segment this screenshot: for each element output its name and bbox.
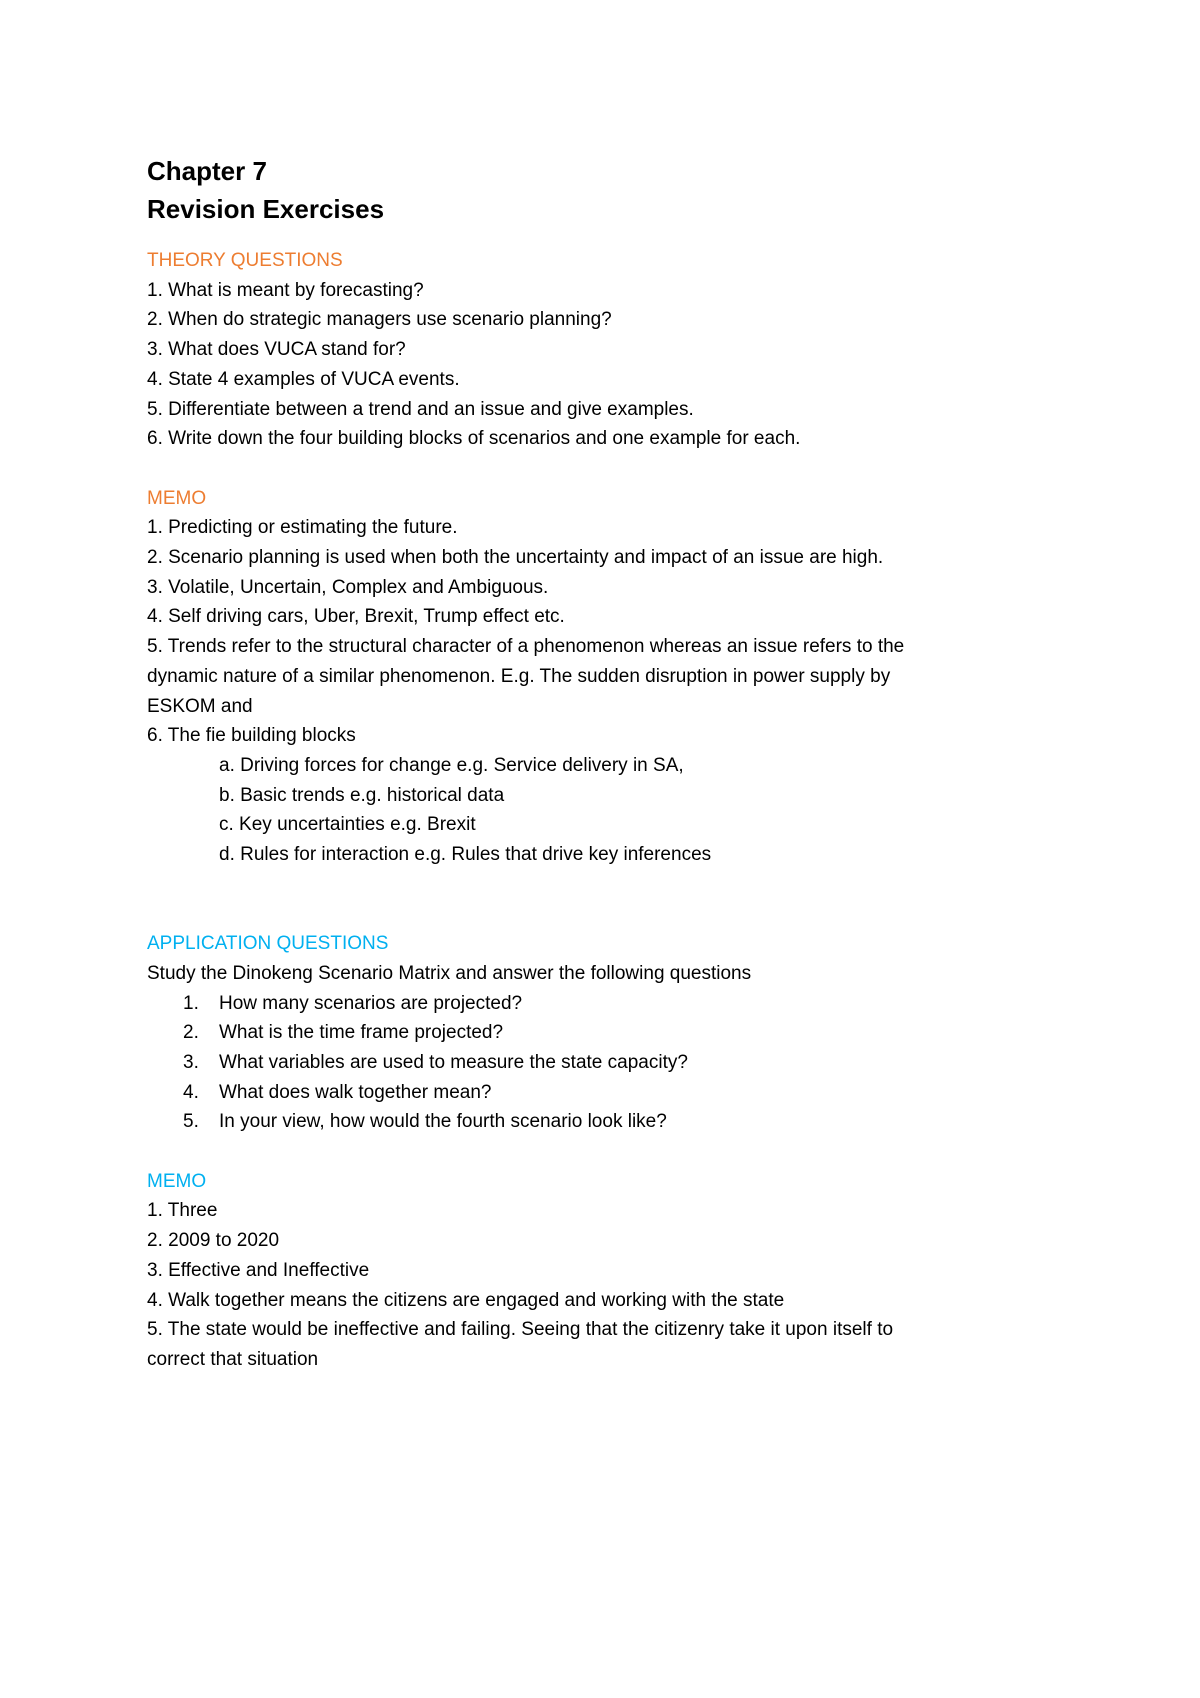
theory-memo-answer: 3. Volatile, Uncertain, Complex and Ambiguous. [147, 576, 549, 598]
theory-question: 6. Write down the four building blocks of scenarios and one example for each. [147, 428, 801, 450]
question-number: 5. [183, 1111, 199, 1133]
building-block-item: a. Driving forces for change e.g. Service delivery in SA, [219, 754, 684, 776]
spacer [147, 1137, 1067, 1167]
building-block-item: d. Rules for interaction e.g. Rules that drive key inferences [219, 844, 712, 866]
question-number: 1. [183, 992, 199, 1014]
theory-memo-answer-5-line: dynamic nature of a similar phenomenon. E.g. The sudden disruption in power supply by [147, 665, 891, 687]
spacer [147, 454, 1067, 484]
theory-memo-answer: 4. Self driving cars, Uber, Brexit, Trump effect etc. [147, 606, 565, 628]
application-question [147, 989, 1067, 1019]
application-question [147, 1078, 1067, 1108]
application-memo-answer: 4. Walk together means the citizens are engaged and working with the state [147, 1289, 785, 1311]
application-memo-answer: 3. Effective and Ineffective [147, 1259, 370, 1281]
question-text: How many scenarios are projected? [219, 992, 523, 1014]
theory-question: 1. What is meant by forecasting? [147, 279, 424, 301]
theory-question: 3. What does VUCA stand for? [147, 339, 406, 361]
application-memo-answer-5-line: 5. The state would be ineffective and failing. Seeing that the citizenry take it upon itself to [147, 1319, 894, 1341]
question-text: What is the time frame projected? [219, 1022, 504, 1044]
application-question [147, 1107, 1067, 1137]
theory-question: 4. State 4 examples of VUCA events. [147, 368, 460, 390]
question-text: What does walk together mean? [219, 1081, 492, 1103]
document-content [147, 152, 1067, 1375]
theory-questions-heading: THEORY QUESTIONS [147, 250, 343, 271]
building-block-item: b. Basic trends e.g. historical data [219, 784, 505, 806]
chapter-title: Chapter 7 [147, 156, 267, 186]
application-memo-answer: 2. 2009 to 2020 [147, 1230, 280, 1252]
question-number: 4. [183, 1081, 199, 1103]
theory-memo-answer: 1. Predicting or estimating the future. [147, 517, 458, 539]
application-questions-heading: APPLICATION QUESTIONS [147, 933, 389, 955]
building-block-item: c. Key uncertainties e.g. Brexit [219, 814, 476, 836]
application-memo-answer: 1. Three [147, 1200, 218, 1222]
question-number: 3. [183, 1051, 199, 1073]
application-memo-answer-5-line: correct that situation [147, 1348, 319, 1370]
chapter-subtitle: Revision Exercises [147, 194, 385, 224]
theory-memo-answer: 2. Scenario planning is used when both the uncertainty and impact of an issue are high. [147, 547, 884, 569]
application-question [147, 1018, 1067, 1048]
theory-memo-heading: MEMO [147, 487, 207, 509]
theory-question: 2. When do strategic managers use scenario planning? [147, 309, 612, 331]
application-intro: Study the Dinokeng Scenario Matrix and answer the following questions [147, 962, 752, 984]
theory-memo-answer-5-line: ESKOM and [147, 695, 253, 717]
application-memo-heading: MEMO [147, 1170, 207, 1192]
theory-memo-answer-5-line: 5. Trends refer to the structural character of a phenomenon whereas an issue refers to the [147, 636, 905, 658]
application-question [147, 1048, 1067, 1078]
spacer [147, 228, 1067, 246]
spacer [147, 870, 1067, 929]
question-text: What variables are used to measure the state capacity? [219, 1051, 688, 1073]
question-number: 2. [183, 1022, 199, 1044]
question-text: In your view, how would the fourth scenario look like? [219, 1111, 667, 1133]
theory-memo-answer-6: 6. The fie building blocks [147, 725, 356, 747]
theory-question: 5. Differentiate between a trend and an issue and give examples. [147, 398, 694, 420]
